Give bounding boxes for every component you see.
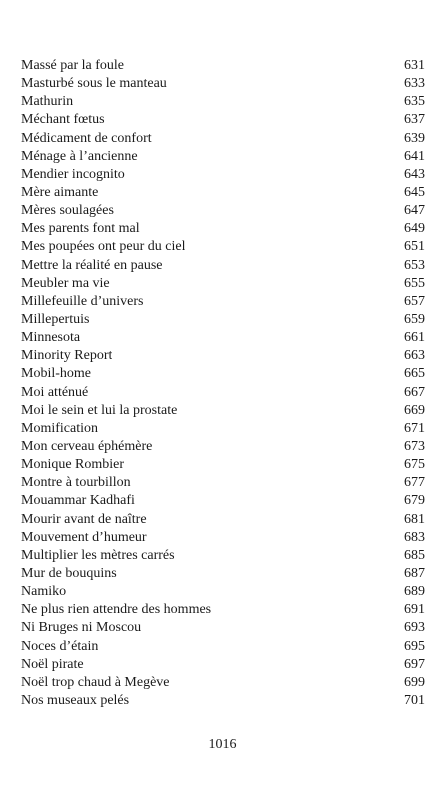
toc-entry bbox=[21, 638, 425, 656]
toc-entry-page: 701 bbox=[404, 692, 425, 708]
toc-entry bbox=[21, 674, 425, 692]
toc-entry-page: 699 bbox=[404, 674, 425, 690]
toc-entry-title: Ménage à l’ancienne bbox=[21, 148, 138, 164]
toc-entry-page: 687 bbox=[404, 565, 425, 581]
toc-entry-page: 689 bbox=[404, 584, 425, 600]
toc-entry-title: Montre à tourbillon bbox=[21, 475, 131, 491]
toc-entry-title: Mouvement d’humeur bbox=[21, 529, 147, 545]
toc-entry-title: Mère aimante bbox=[21, 184, 99, 200]
toc-entry-title: Ni Bruges ni Moscou bbox=[21, 620, 142, 636]
toc-entry bbox=[21, 329, 425, 347]
toc-entry bbox=[21, 148, 425, 166]
toc-entry-page: 693 bbox=[404, 620, 425, 636]
toc-entry bbox=[21, 565, 425, 583]
toc-entry-page: 667 bbox=[404, 384, 425, 400]
toc-entry-page: 683 bbox=[404, 529, 425, 545]
toc-entry-title: Mes poupées ont peur du ciel bbox=[21, 239, 186, 255]
toc-entry bbox=[21, 619, 425, 637]
toc-entry-page: 645 bbox=[404, 184, 425, 200]
toc-entry bbox=[21, 166, 425, 184]
toc-entry-page: 665 bbox=[404, 366, 425, 382]
toc-entry-page: 641 bbox=[404, 148, 425, 164]
toc-entry-title: Moi atténué bbox=[21, 384, 89, 400]
toc-entry-page: 635 bbox=[404, 94, 425, 110]
toc-entry-title: Moi le sein et lui la prostate bbox=[21, 402, 178, 418]
toc-entry-page: 677 bbox=[404, 475, 425, 491]
toc-entry bbox=[21, 238, 425, 256]
toc-entry-page: 679 bbox=[404, 493, 425, 509]
toc-entry-title: Mourir avant de naître bbox=[21, 511, 147, 527]
toc-entry-page: 673 bbox=[404, 438, 425, 454]
toc-entry-title: Mouammar Kadhafi bbox=[21, 493, 135, 509]
toc-entry-title: Mes parents font mal bbox=[21, 221, 140, 237]
toc-entry bbox=[21, 438, 425, 456]
toc-entry-title: Noces d’étain bbox=[21, 638, 99, 654]
page-number: 1016 bbox=[208, 737, 237, 752]
toc-entry-title: Mettre la réalité en pause bbox=[21, 257, 163, 273]
toc-entry-title: Médicament de confort bbox=[21, 130, 152, 146]
toc-entry-page: 637 bbox=[404, 112, 425, 128]
toc-entry-title: Millefeuille d’univers bbox=[21, 293, 144, 309]
toc-entry bbox=[21, 420, 425, 438]
toc-entry-title: Mon cerveau éphémère bbox=[21, 438, 153, 454]
toc-entry-title: Multiplier les mètres carrés bbox=[21, 547, 175, 563]
toc-entry bbox=[21, 257, 425, 275]
toc-entry-title: Momification bbox=[21, 420, 98, 436]
toc-entry bbox=[21, 365, 425, 383]
toc-entry-title: Noël pirate bbox=[21, 656, 84, 672]
toc-entry bbox=[21, 202, 425, 220]
toc-entry bbox=[21, 384, 425, 402]
toc-entry-page: 671 bbox=[404, 420, 425, 436]
toc-entry-title: Meubler ma vie bbox=[21, 275, 110, 291]
toc-entry-page: 651 bbox=[404, 239, 425, 255]
toc-entry-page: 653 bbox=[404, 257, 425, 273]
toc-entry-title: Mendier incognito bbox=[21, 166, 125, 182]
toc-entry bbox=[21, 511, 425, 529]
toc-entry bbox=[21, 583, 425, 601]
toc-entry bbox=[21, 547, 425, 565]
toc-entry-page: 633 bbox=[404, 76, 425, 92]
toc-entry bbox=[21, 311, 425, 329]
toc-entry bbox=[21, 402, 425, 420]
toc-entry-title: Monique Rombier bbox=[21, 457, 125, 473]
toc-entry-page: 681 bbox=[404, 511, 425, 527]
toc-entry-page: 657 bbox=[404, 293, 425, 309]
toc-entry-page: 661 bbox=[404, 330, 425, 346]
toc-entry bbox=[21, 130, 425, 148]
toc-entry bbox=[21, 184, 425, 202]
toc-entry-title: Minnesota bbox=[21, 330, 81, 346]
toc-entry-title: Ne plus rien attendre des hommes bbox=[21, 602, 212, 618]
toc-entry bbox=[21, 456, 425, 474]
toc-entry-title: Mur de bouquins bbox=[21, 565, 117, 581]
toc-entry-title: Mathurin bbox=[21, 94, 74, 110]
toc-entry bbox=[21, 275, 425, 293]
toc-entry bbox=[21, 347, 425, 365]
toc-entry-title: Minority Report bbox=[21, 348, 113, 364]
toc-entry-page: 691 bbox=[404, 602, 425, 618]
toc-entry bbox=[21, 492, 425, 510]
toc-entry bbox=[21, 293, 425, 311]
toc-entry bbox=[21, 656, 425, 674]
toc-entry-page: 631 bbox=[404, 58, 425, 73]
toc-entry bbox=[21, 75, 425, 93]
toc-entry-page: 639 bbox=[404, 130, 425, 146]
toc-entry-page: 643 bbox=[404, 166, 425, 182]
toc-entry-page: 685 bbox=[404, 547, 425, 563]
toc-entry-page: 649 bbox=[404, 221, 425, 237]
toc-entry bbox=[21, 93, 425, 111]
toc-entry-title: Méchant fœtus bbox=[21, 112, 105, 128]
toc-entry-page: 655 bbox=[404, 275, 425, 291]
toc-entry-title: Millepertuis bbox=[21, 311, 90, 327]
toc-entry-title: Noël trop chaud à Megève bbox=[21, 674, 170, 690]
toc-entry-page: 695 bbox=[404, 638, 425, 654]
toc-entry bbox=[21, 474, 425, 492]
toc-entry-title: Masturbé sous le manteau bbox=[21, 76, 167, 92]
toc-entry-title: Massé par la foule bbox=[21, 58, 125, 73]
toc-entry bbox=[21, 220, 425, 238]
toc-entry bbox=[21, 529, 425, 547]
toc-entry-page: 669 bbox=[404, 402, 425, 418]
toc-entry-page: 659 bbox=[404, 311, 425, 327]
toc-entry bbox=[21, 692, 425, 710]
toc-entry-page: 697 bbox=[404, 656, 425, 672]
table-of-contents bbox=[21, 57, 425, 710]
toc-entry-title: Nos museaux pelés bbox=[21, 692, 130, 708]
toc-entry-page: 675 bbox=[404, 457, 425, 473]
toc-entry-page: 647 bbox=[404, 203, 425, 219]
toc-entry-title: Mobil-home bbox=[21, 366, 91, 382]
toc-entry-title: Namiko bbox=[21, 584, 67, 600]
toc-entry-title: Mères soulagées bbox=[21, 203, 114, 219]
toc-entry-page: 663 bbox=[404, 348, 425, 364]
toc-entry bbox=[21, 111, 425, 129]
toc-entry bbox=[21, 601, 425, 619]
toc-entry bbox=[21, 57, 425, 75]
